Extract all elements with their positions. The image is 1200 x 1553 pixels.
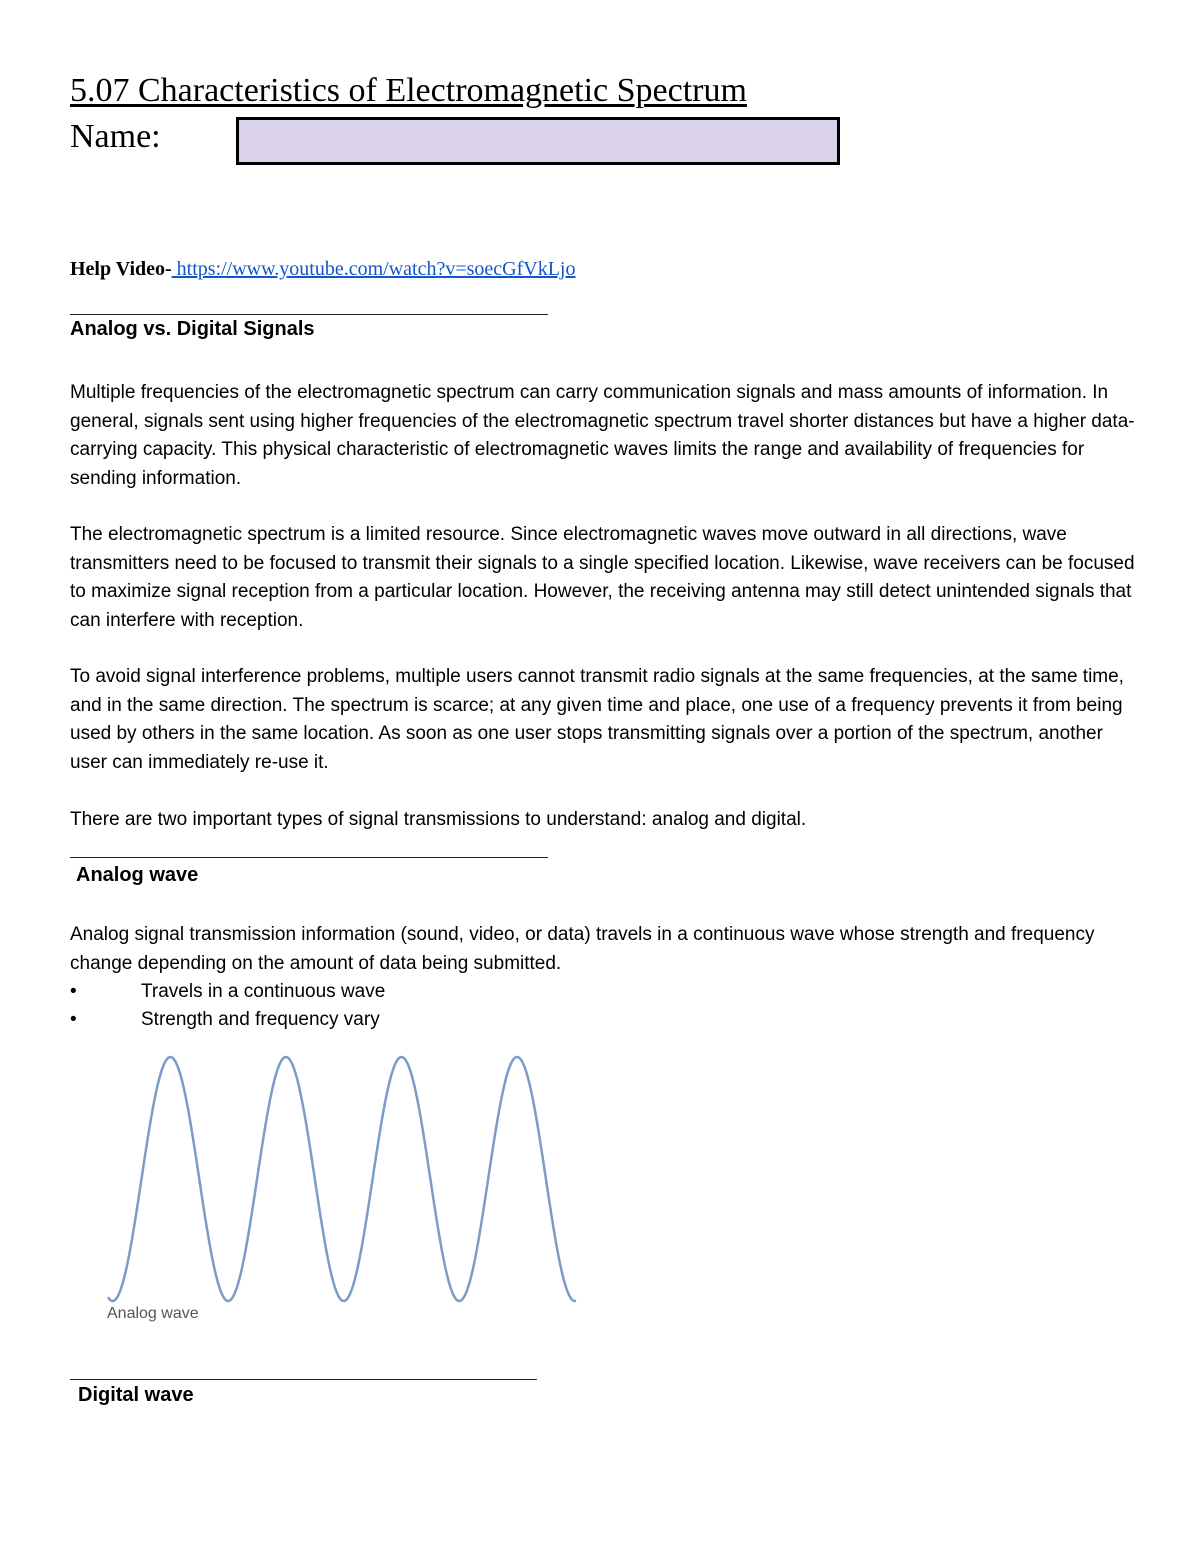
analog-wave-curve	[108, 1057, 576, 1301]
analog-wave-figure	[100, 1045, 585, 1335]
heading-digital-wave: Digital wave	[78, 1384, 194, 1406]
section-divider	[70, 314, 548, 316]
help-video-line	[70, 258, 575, 281]
bullet-item	[70, 978, 385, 1007]
paragraph: Multiple frequencies of the electromagnetic spectrum can carry communication signals and mass amounts of information. In general, signals sent using higher frequencies of the electromagnetic spectrum travel shorter distances but have a higher data-carrying capacity. This physical characteristic of electromagnetic waves limits the range and availability of frequencies for sending information.	[70, 382, 1135, 489]
bullet-item	[70, 1006, 380, 1035]
bullet-dot-icon: •	[70, 981, 77, 1002]
page-title: 5.07 Characteristics of Electromagnetic Spectrum	[70, 72, 747, 109]
heading-analog-vs-digital: Analog vs. Digital Signals	[70, 318, 315, 340]
figure-caption: Analog wave	[107, 1305, 199, 1322]
section-divider	[70, 1379, 537, 1381]
help-video-link[interactable]: https://www.youtube.com/watch?v=soecGfVkLjo	[171, 258, 576, 280]
heading-analog-wave: Analog wave	[76, 864, 199, 886]
bullet-dot-icon: •	[70, 1009, 77, 1030]
bullet-text: Strength and frequency vary	[141, 1009, 380, 1030]
paragraph: Analog signal transmission information (sound, video, or data) travels in a continuous wave whose strength and frequency change depending on the amount of data being submitted.	[70, 924, 1095, 974]
paragraph: There are two important types of signal transmissions to understand: analog and digital.	[70, 809, 807, 830]
paragraph: The electromagnetic spectrum is a limited resource. Since electromagnetic waves move outward in all directions, wave transmitters need to be focused to transmit their signals to a single specified location. Likewise, wave receivers can be focused to maximize signal reception from a particular location. However, the receiving antenna may still detect unintended signals that can interfere with reception.	[70, 524, 1135, 631]
paragraph: To avoid signal interference problems, multiple users cannot transmit radio signals at the same frequencies, at the same time, and in the same direction. The spectrum is scarce; at any given time and place, one use of a frequency prevents it from being used by others in the same location. As soon as one user stops transmitting signals over a portion of the spectrum, another user can immediately re-use it.	[70, 666, 1124, 773]
name-label: Name:	[70, 118, 161, 155]
section-divider	[70, 857, 548, 859]
bullet-text: Travels in a continuous wave	[141, 981, 386, 1002]
name-input-field[interactable]	[236, 117, 840, 165]
help-video-label: Help Video-	[70, 258, 172, 280]
